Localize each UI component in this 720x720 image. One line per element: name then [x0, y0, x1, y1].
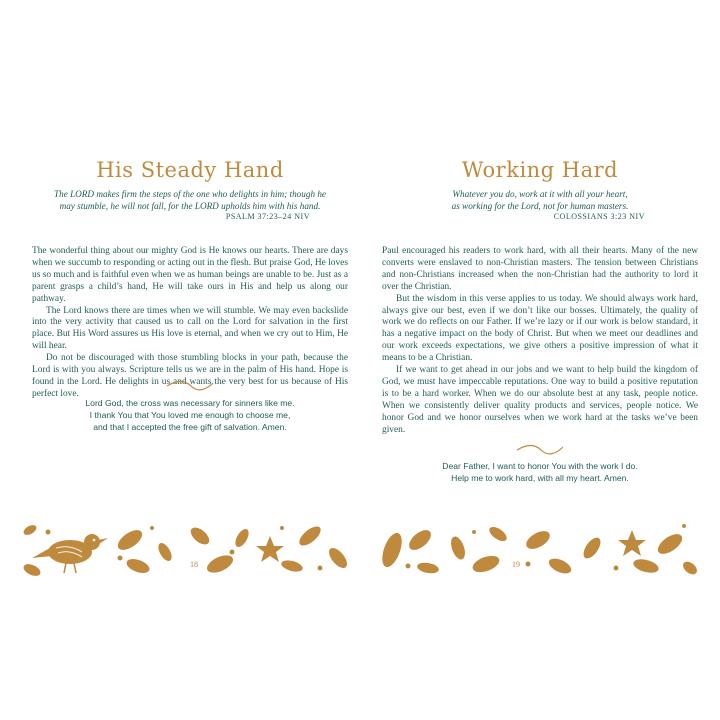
right-verse-line: Whatever you do, work at it with all your heart, [452, 189, 628, 199]
right-verse-line: as working for the Lord, not for human masters. [451, 201, 629, 211]
left-verse-line: The LORD makes firm the steps of the one who delights in him; though he [53, 189, 327, 199]
left-verse-line: may stumble, he will not fall, for the LORD upholds him with his hand. [59, 201, 321, 211]
paragraph: But the wisdom in this verse applies to us today. We should always work hard, always give our best, even if we don’t like our bosses. Ultimately, the quality of work we do reflects on our Father. If we’re lazy or if our work is below standard, it has a negative impact on the body of Christ. But when we meet our deadlines and our work exceeds expectations, we give others a positive impression of what it means to be a Christian. [382, 293, 698, 364]
prayer-line: Dear Father, I want to honor You with the work I do. [442, 461, 638, 471]
prayer-line: Lord God, the cross was necessary for sinners like me. [85, 398, 295, 408]
prayer-line: and that I accepted the free gift of salvation. Amen. [93, 422, 287, 432]
paragraph: If we want to get ahead in our jobs and we want to help build the kingdom of God, we must have impeccable reputations. One way to build a positive reputation is to be a hard worker. When we do our absolute best at any task, people notice. When we consistently deliver quality products and services, people notice. We honor God and we honor ourselves when we work hard at the tasks we’ve been given. [382, 365, 698, 435]
leaf-ornament-band [20, 518, 350, 580]
right-page [370, 0, 710, 720]
prayer-line: Help me to work hard, with all my heart. Amen. [451, 473, 629, 483]
paragraph: Paul encouraged his readers to work hard, with all their hearts. Many of the new converts were enslaved to non-Christian masters. The tension between Christians and non-Christians increased when the non-Christian had the authority to lord it over the Christian. [382, 246, 698, 292]
right-verse [380, 188, 700, 212]
leaf-ornament-icon [378, 524, 699, 577]
leaf-ornament-band [378, 518, 700, 580]
paragraph: The wonderful thing about our mighty God is He knows our hearts. There are days when we succumb to responding or acting out in the flesh. But praise God, He loves us so much and is faithful even when we as human beings are unable to be. Just as a parent grasps a child’s hand, He will take ours in His and help us along our pathway. [32, 246, 348, 304]
page-number: 18 [190, 560, 198, 569]
right-verse-reference: COLOSSIANS 3:23 NIV [553, 212, 645, 221]
paragraph: The Lord knows there are times when we will stumble. We may even backslide into the very activity that caused us to call on the Lord for salvation in the first place. But His Word assures us His love is eternal, and when we cry out to Him, He will hear. [32, 305, 348, 352]
flourish-divider-icon [165, 378, 215, 392]
left-prayer [20, 397, 360, 433]
left-verse-reference: PSALM 37:23–24 NIV [225, 212, 310, 221]
prayer-line: I thank You that You loved me enough to choose me, [89, 410, 291, 420]
left-verse [30, 188, 350, 212]
bird-illustration-icon [32, 534, 108, 573]
right-page-title: Working Hard [461, 158, 619, 182]
paragraph: Do not be discouraged with those stumbling blocks in your path, because the Lord is with you always. Scripture tells us we are in the palm of His hand. Hope is found in the Lord. He delights in us and wants the very best for us because of His perfect love. [32, 353, 348, 399]
page-number: 19 [512, 560, 520, 569]
flourish-divider-icon [515, 442, 565, 456]
right-body-text [382, 246, 698, 437]
left-page [20, 0, 360, 720]
right-prayer [370, 460, 710, 484]
left-page-title: His Steady Hand [96, 158, 284, 182]
